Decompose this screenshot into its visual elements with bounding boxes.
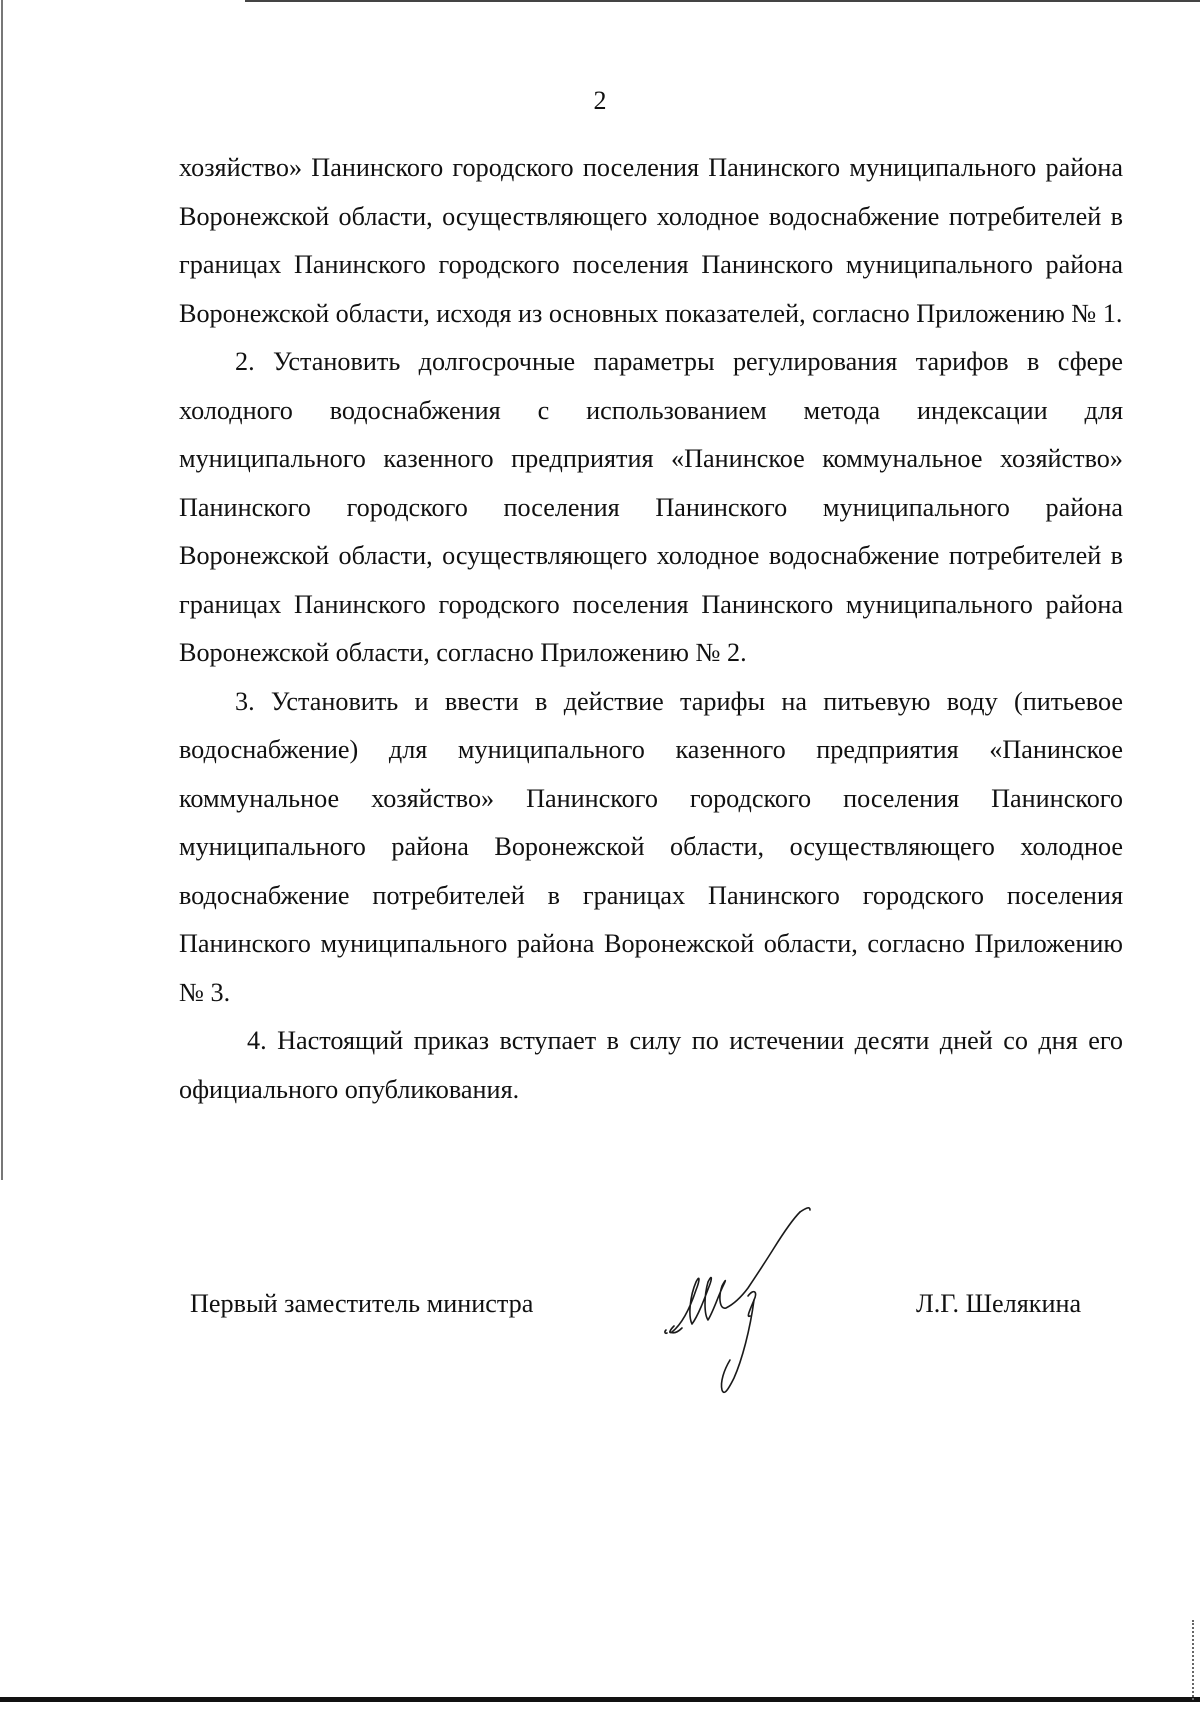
handwritten-signature [660, 1200, 840, 1400]
paragraph-continuation: хозяйство» Панинского городского поселения Панинского муниципального района Воронежской области, осуществляющего холодное водоснабжение потребителей в границах Панинского городского поселения Панинского муниципального района Воронежской области, исходя из основных показателей, согласно Приложению № 1. [179, 153, 1123, 328]
paragraph-item-4: 4. Настоящий приказ вступает в силу по истечении десяти дней со дня его официального опубликования. [179, 1026, 1123, 1104]
scan-border-left [1, 0, 3, 1180]
scan-border-bottom [0, 1697, 1200, 1702]
scan-border-top [245, 0, 1200, 2]
signatory-position: Первый заместитель министра [190, 1289, 534, 1318]
signature-block [0, 1270, 1200, 1420]
scan-border-right-ticks [1192, 1620, 1196, 1700]
page-number: 2 [593, 86, 607, 115]
signatory-name: Л.Г. Шелякина [916, 1289, 1082, 1318]
paragraph-item-2: 2. Установить долгосрочные параметры регулирования тарифов в сфере холодного водоснабжения с использованием метода индексации для муниципального казенного предприятия «Панинское коммунальное хозяйство» Панинского городского поселения Панинского муниципального района Воронежской области, осуществляющего холодное водоснабжение потребителей в границах Панинского городского поселения Панинского муниципального района Воронежской области, согласно Приложению № 2. [179, 347, 1123, 667]
document-body [179, 144, 1123, 1114]
paragraph-item-3: 3. Установить и ввести в действие тарифы на питьевую воду (питьевое водоснабжение) для муниципального казенного предприятия «Панинское коммунальное хозяйство» Панинского городского поселения Панинского муниципального района Воронежской области, осуществляющего холодное водоснабжение потребителей в границах Панинского городского поселения Панинского муниципального района Воронежской области, согласно Приложению № 3. [179, 686, 1123, 1007]
